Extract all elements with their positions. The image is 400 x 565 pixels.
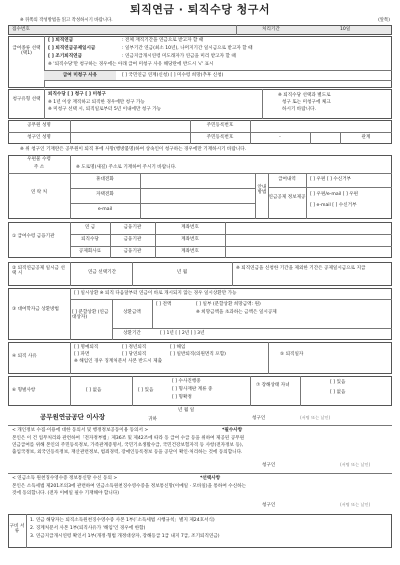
- reason-note: ※ 해임인 경우 징계처분서 사본 반드시 제출: [74, 359, 163, 364]
- consent-required: *필수사항: [222, 428, 243, 433]
- retire-claim-toggle[interactable]: 퇴직수당 [ ] 청구 [ ] 미청구: [48, 92, 106, 97]
- acct-retire-label: 퇴직수당: [81, 237, 99, 242]
- top-note: ※ 뒤쪽의 작성방법을 읽고 작성하시기 바랍니다.: [20, 18, 113, 23]
- notice-2-options-2[interactable]: [ ] e-mail [ ] 수신거부: [310, 203, 357, 208]
- claim-right-2: 청구 또는 미청구에 체크: [282, 100, 331, 105]
- penalty-some[interactable]: [ ] 있음: [138, 388, 154, 393]
- repay-label: ③ 대여학자금 상환방법: [12, 307, 59, 312]
- consent-body-3: 출입국정보, 외국인등록정보, 재산관련정보, 범죄경력, 장애인등록정보 등을 공단이 확인·처리하는 것에 동의합니다.: [12, 450, 243, 455]
- nonclaim-options[interactable]: [ ] 국민연금 연계(신청) [ ] 미수령 희망(추후 신청): [122, 73, 224, 78]
- reason-age[interactable]: [ ] 정년퇴직: [122, 345, 147, 350]
- period-value: 10일: [340, 27, 351, 32]
- mail-label: 우편물 수령: [27, 157, 51, 162]
- reason-dismissal[interactable]: [ ] 해임: [170, 345, 186, 350]
- consent2-claimant: 청구인: [262, 503, 276, 508]
- reason-general[interactable]: [ ] 일반퇴직(의원면직 포함): [170, 352, 226, 357]
- relation-label: 관계: [361, 135, 371, 140]
- notice-2-label: 연금공제 정보제공: [268, 195, 306, 200]
- claim-note-2: ※ 미청구 선택 시, 퇴직일로부터 5년 이내에만 청구 가능: [48, 107, 162, 112]
- option-lumpsum-desc: : 일부기간 연금(최소 10년), 나머지기간 일시금으로 받고자 할 때: [122, 46, 253, 51]
- home-phone-label: 자택전화: [96, 192, 114, 197]
- period-label: 처리기간: [262, 27, 280, 32]
- penalty-label: ⑥ 형벌사항: [12, 388, 36, 393]
- repay-amount-label: 상환금액: [123, 310, 141, 315]
- bank-label-2: 금융기관: [123, 237, 142, 242]
- acct-pension-label: 연 금: [84, 225, 96, 230]
- acct-no-label-3: 계좌번호: [181, 249, 199, 254]
- receipt-row: [8, 25, 392, 35]
- consent2-optional: *선택사항: [200, 476, 221, 481]
- penalty-confirmed[interactable]: [ ] 형확정: [172, 395, 192, 400]
- attach-line-3: 3. 연금지급개시연령 확인서 1부(개정·형법 개정대상자, 장해등급 1급 내지 7급, 조기퇴직연금): [30, 534, 220, 539]
- addressee-suffix: 귀하: [148, 417, 157, 422]
- option-pension[interactable]: [ ] 퇴직연금: [48, 38, 74, 43]
- consent-sign-hint[interactable]: (서명 또는 날인): [340, 462, 371, 467]
- sign-claimant: 청구인: [252, 416, 266, 421]
- notice-label: 안내 방법: [257, 185, 267, 196]
- claim-right-1: ※ 퇴직수당 선택과 별도로: [278, 93, 331, 98]
- phone-label: 휴대전화: [96, 177, 114, 182]
- disability-yes[interactable]: [ ] 있음: [330, 380, 346, 385]
- disability-no[interactable]: [ ] 없음: [330, 390, 346, 395]
- reason-honor[interactable]: [ ] 명예퇴직: [74, 345, 99, 350]
- reason-automatic[interactable]: [ ] 당연퇴직: [122, 352, 147, 357]
- reason-section: [8, 342, 392, 374]
- period-select-label: 연금 선택기간: [87, 270, 117, 275]
- attach-line-2: 2. 징계처분서 사본 1부(퇴직사유가 '해임'인 경우에 한함): [30, 526, 146, 531]
- claimant-rrn-dash: -: [279, 135, 281, 140]
- consent-body-2: 연금급여를 위해 본인의 주민등록정보, 가족관계증명서, 국민기초생활수급, 국민건강보험자격 등 사항(전자정보 등),: [12, 443, 244, 448]
- official-name-label: 공무원 성명: [27, 123, 51, 128]
- period-select-value[interactable]: 년 월: [176, 270, 188, 275]
- nonclaim-label: 급여 미청구 사유: [62, 73, 98, 78]
- sign-hint: (서명 또는 날인): [300, 415, 331, 420]
- consent2-body-2: 것에 동의합니다. (전자 이메일 필수 기재해야 합니다): [12, 491, 119, 496]
- email-label: e-mail: [97, 207, 113, 212]
- reason-removal[interactable]: [ ] 파면: [74, 352, 90, 357]
- bank-label-3: 금융기관: [123, 249, 142, 254]
- bank-label-1: 금융기관: [123, 225, 142, 230]
- attach-label: 구비 서류: [9, 524, 25, 535]
- address-label: 주 소: [33, 165, 45, 170]
- benefit-label: 급여종류 선택 (택1): [12, 46, 41, 57]
- page-label: (앞쪽): [378, 18, 390, 23]
- claim-right-3: 하시기 바랍니다.: [282, 107, 316, 112]
- repay-lump-option[interactable]: [ ] 일시상환 ※ 퇴직 다음달부터 연금이 바로 개시되지 않는 경우 일시상환만 가능: [74, 291, 237, 296]
- option-lumpsum[interactable]: [ ] 퇴직연금공제일시금: [48, 46, 96, 51]
- claimant-name-label: 청구인 성명: [27, 135, 51, 140]
- claimant-rrn-label: 주민등록번호: [206, 135, 234, 140]
- contact-label: 연 락 처: [30, 190, 48, 195]
- consent-claimant: 청구인: [262, 463, 276, 468]
- claim-note-1: ※ 1년 이상 재직하고 퇴직한 경우에만 청구 가능: [48, 100, 145, 105]
- consent2-body-1: 본인은 소득세법 제201조의3에 관련하여 연금소득원천징수영수증을 정보통신망(이메일 · 모바일)을 통하여 수신하는: [12, 484, 247, 489]
- repay-partial-note: ※ 희망금액을 초과하는 금액은 일시공제: [196, 310, 277, 315]
- attach-line-1: 1. 연금 해당자는 퇴직소득원천징수영수증 사본 1부(「소득세법 시행규칙」별지 제24호서식): [30, 518, 215, 523]
- repay-full[interactable]: [ ] 전액: [156, 302, 172, 307]
- notice-1-options[interactable]: [ ] 우편 [ ] 수신거부: [310, 177, 352, 182]
- form-title: 퇴직연금 · 퇴직수당 청구서: [129, 3, 271, 16]
- repay-partial[interactable]: [ ] 일부 (분할상환 희망금액: 원): [196, 302, 261, 307]
- notice-1-label: 급여내역: [278, 177, 296, 182]
- repay-period-options[interactable]: [ ] 1년 [ ] 2년 [ ] 3년: [160, 331, 205, 336]
- email-input[interactable]: [144, 207, 252, 215]
- home-phone-input[interactable]: [144, 192, 252, 200]
- acct-no-label-1: 계좌번호: [181, 225, 199, 230]
- consent2-sign-hint[interactable]: (서명 또는 날인): [340, 502, 371, 507]
- repay-split-option[interactable]: [ ] 분할상환 (연금 대상자): [72, 310, 109, 321]
- lumpsum-label: ② 퇴직연금공제 일시금 선택 시: [12, 266, 65, 277]
- phone-input[interactable]: [144, 177, 252, 185]
- option-pension-desc: : 전체 재직기간을 연금으로 받고자 할 때: [122, 38, 204, 43]
- lumpsum-desc: ※ 퇴직연금을 신청한 기간을 제외한 기간은 공제일시금으로 지급: [236, 266, 366, 271]
- addressee: 공무원연금공단 이사장: [40, 413, 106, 421]
- claim-type-label: 청구유형 선택: [12, 97, 41, 102]
- account-label: ① 급여수령 금융기관: [12, 234, 55, 239]
- disability-label: ⑦ 장해상태 자녀: [256, 383, 290, 388]
- reason-label: ④ 퇴직 사유: [12, 354, 37, 359]
- option-early[interactable]: [ ] 조기퇴직연금: [48, 54, 83, 59]
- acct-union-label: 공제회사료: [78, 249, 102, 254]
- acct-no-label-2: 계좌번호: [181, 237, 199, 242]
- penalty-trial[interactable]: [ ] 형사재판 계류 중: [172, 387, 213, 392]
- receipt-no-label: 접수번호: [12, 27, 30, 32]
- person-note: ※ 위 청구인 기재란은 공무원이 퇴직 후에 사망(행방불명)하여 상속인이 청구하는 경우에만 기재하시기 바랍니다.: [20, 147, 247, 152]
- consent-title: < 개인정보 수집·이용에 대한 동의서 및 행정정보공동이용 동의서 >: [12, 428, 149, 433]
- official-rrn-label: 주민등록번호: [206, 123, 234, 128]
- penalty-none[interactable]: [ ] 없음: [86, 388, 102, 393]
- address-hint: ※ 도로명(새길) 주소로 기재하여 주시기 바랍니다.: [76, 165, 177, 170]
- notice-2-options[interactable]: [ ] 우편/e-mail [ ] 우편: [310, 192, 359, 197]
- benefit-footnote: ※ '퇴직수당'만 청구하는 경우에는 아래 급여 미청구 사유 해당란에 반드시 '√' 표시: [48, 62, 214, 67]
- option-early-desc: : 연금지급개시연령 미도래자가 연금을 미리 받고자 할 때: [122, 54, 236, 59]
- penalty-investigation[interactable]: [ ] 수사진행중: [172, 379, 201, 384]
- repay-period-label: 상환기간: [123, 331, 141, 336]
- retire-date-label: ⑤ 퇴직일자: [280, 352, 304, 357]
- sign-date: 년 월 일: [178, 408, 195, 413]
- consent2-title: < 연금소득 원천징수영수증 정보통신망 수신 동의 >: [12, 476, 118, 481]
- consent-body-1: 본인은 이 건 업무처리와 관련하여「전자정부법」제36조 및 제42조에 따라 동 급여 수급 등을 위하여 제공된 공무원: [12, 436, 245, 441]
